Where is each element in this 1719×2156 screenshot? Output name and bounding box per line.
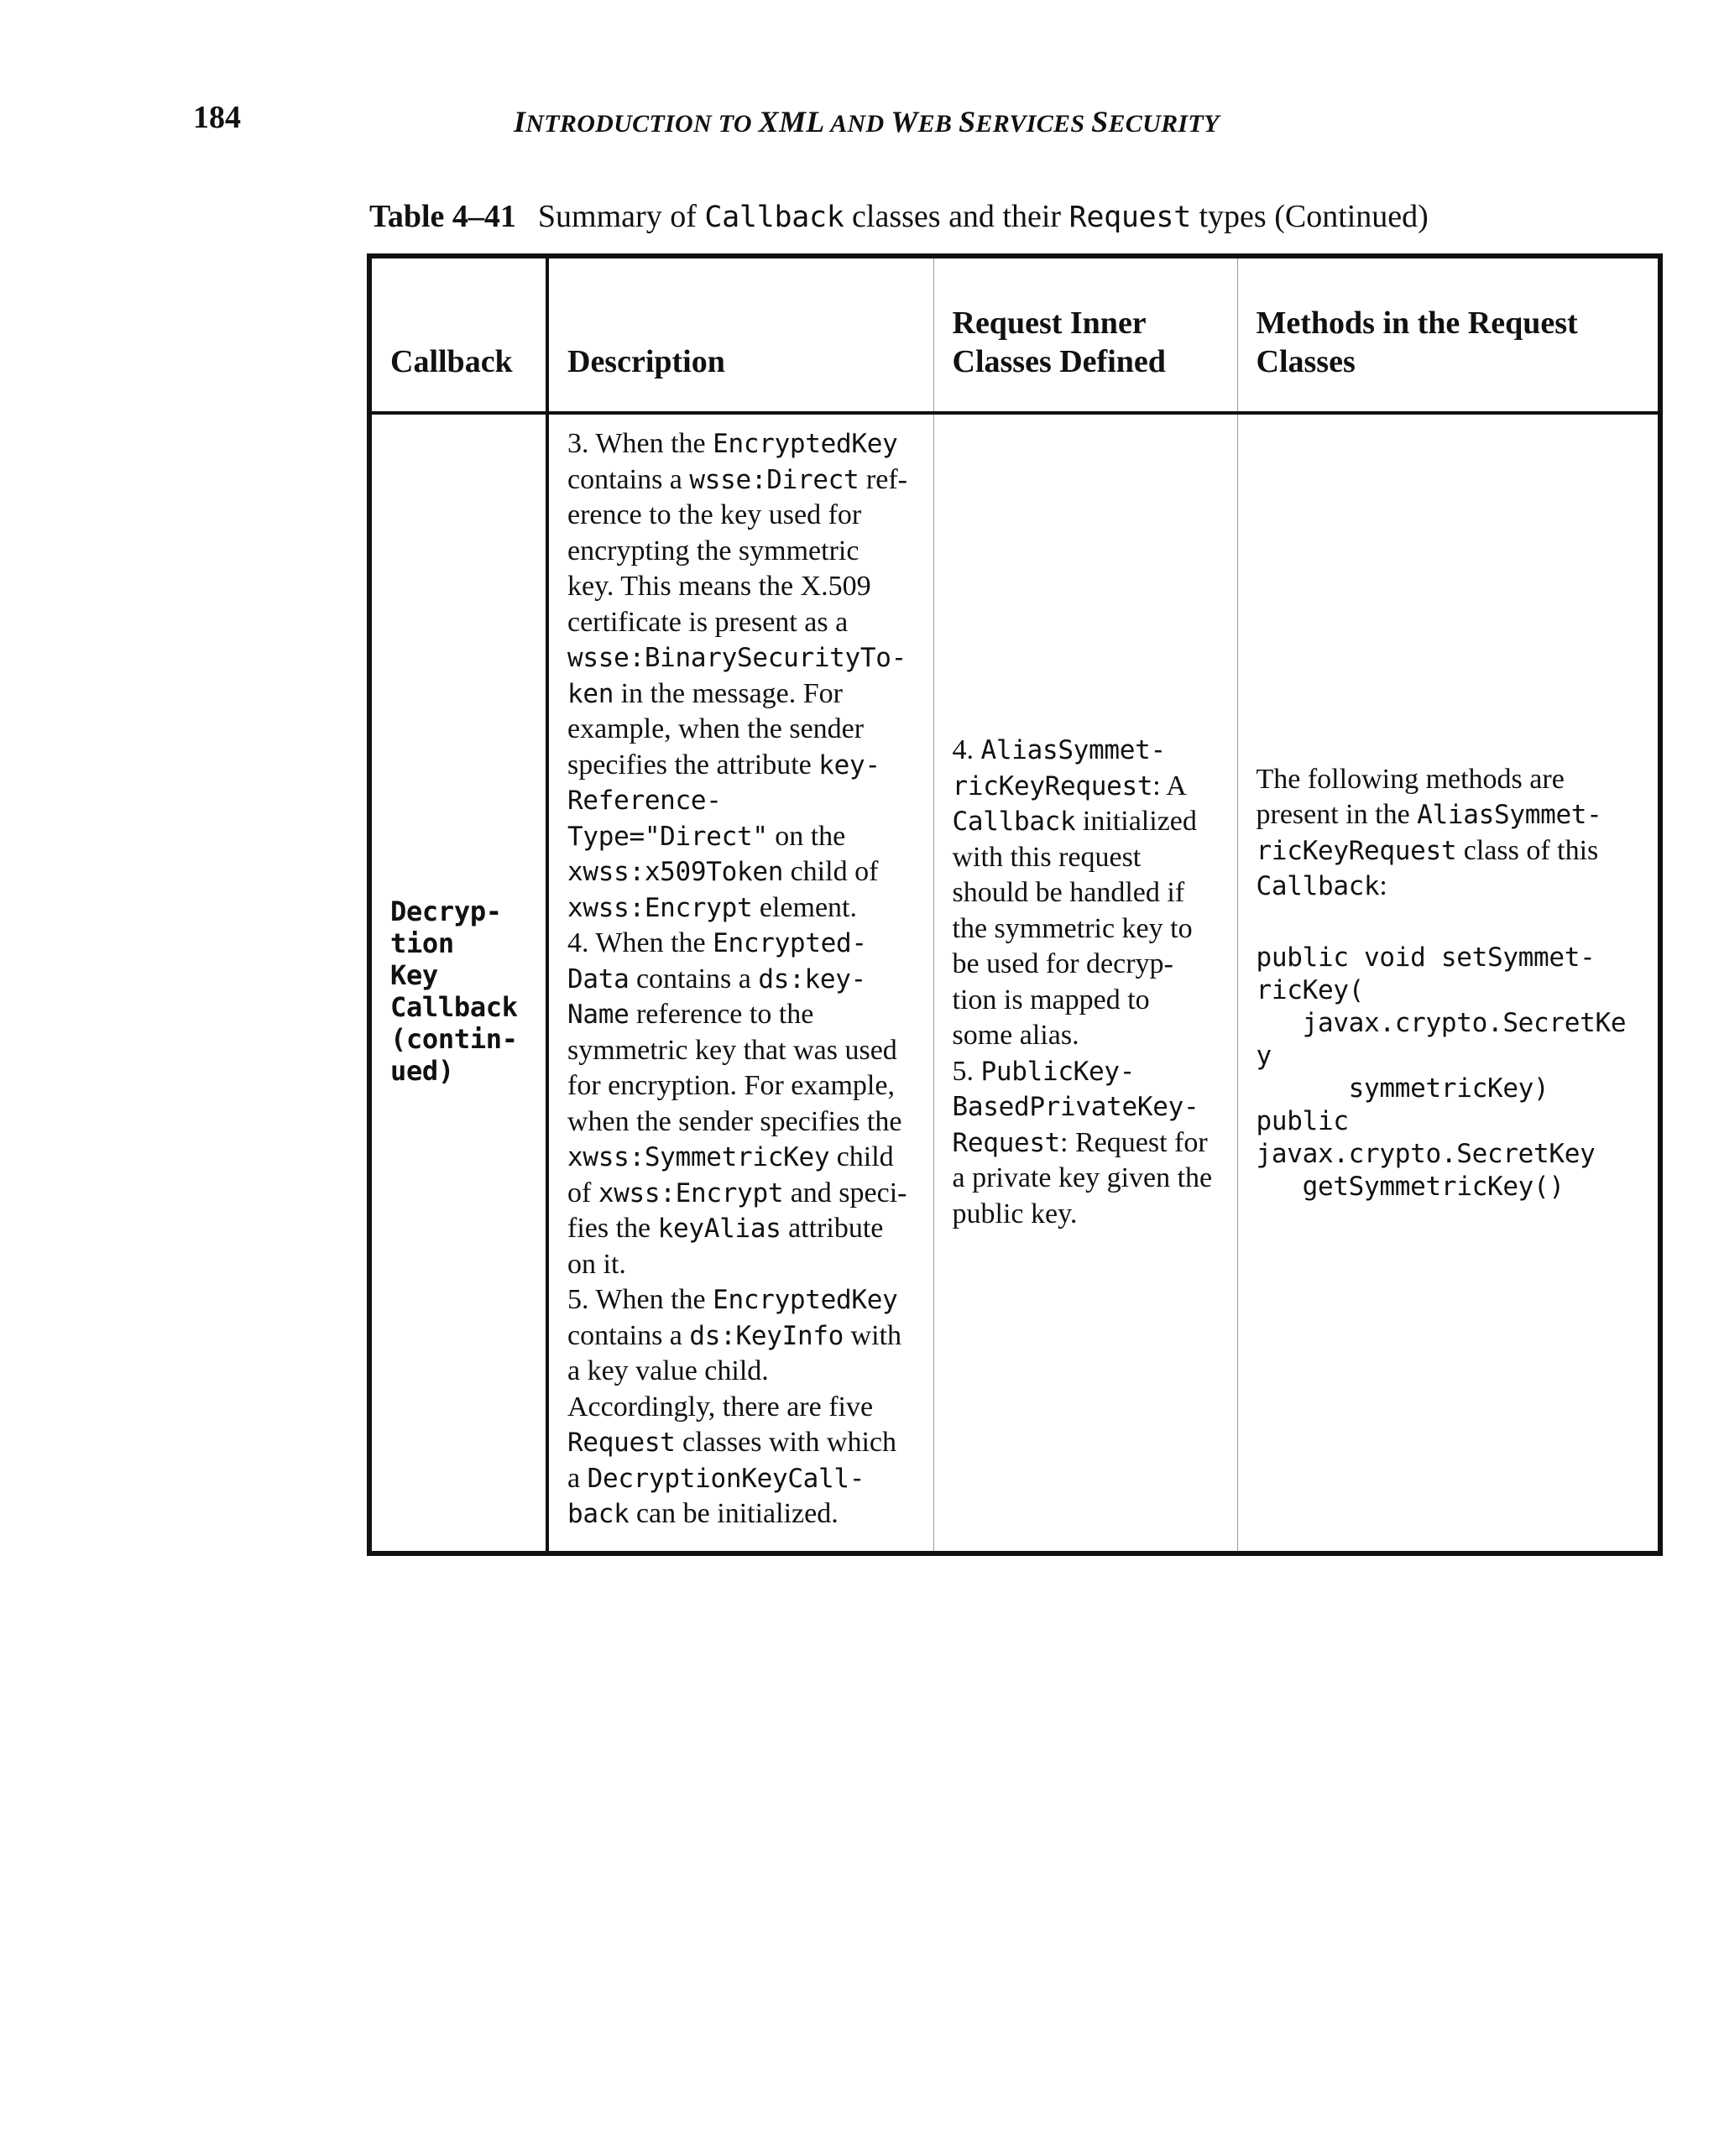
text: contains a xyxy=(567,463,690,495)
running-head-word: XML xyxy=(758,105,825,138)
caption-text: classes and their xyxy=(844,199,1069,234)
header-line: Classes xyxy=(1256,344,1356,379)
description-line xyxy=(567,676,915,713)
description-line xyxy=(567,1318,915,1355)
description-line: certificate is present as a xyxy=(567,606,849,638)
text: child xyxy=(829,1141,894,1172)
description-line: Reference- xyxy=(567,786,722,816)
running-head-word: SERVICES xyxy=(959,105,1085,138)
description-cell xyxy=(547,413,933,1553)
code: Type="Direct" xyxy=(567,821,768,852)
text: classes with which xyxy=(675,1427,896,1458)
text: 4. When the xyxy=(567,927,713,958)
text: and speci- xyxy=(783,1177,907,1209)
callback-name-line: Callback xyxy=(390,990,518,1023)
header-line: Request Inner xyxy=(952,305,1147,341)
text: in the message. For xyxy=(614,677,843,709)
spacer xyxy=(1257,905,1640,942)
column-header-methods xyxy=(1237,256,1660,413)
header-line: Classes Defined xyxy=(952,344,1166,379)
caption-text: types (Continued) xyxy=(1190,199,1429,234)
description-line: for encryption. For example, xyxy=(567,1070,895,1101)
description-line: when the sender specifies the xyxy=(567,1105,902,1137)
inner-class-line: a private key given the xyxy=(952,1162,1213,1194)
description-line xyxy=(567,997,915,1033)
code: ricKeyRequest xyxy=(1256,835,1457,866)
description-line xyxy=(567,854,915,890)
text: fies the xyxy=(567,1213,658,1244)
running-head xyxy=(514,104,1220,139)
inner-class-line xyxy=(953,769,1219,805)
inner-class-line: some alias. xyxy=(952,1020,1079,1052)
table-header-row xyxy=(369,256,1660,413)
description-line: Accordingly, there are five xyxy=(567,1391,874,1423)
text: on the xyxy=(767,820,846,852)
caption-code: Request xyxy=(1068,201,1191,234)
inner-class-line: with this request xyxy=(952,841,1142,873)
running-head-word: SECURITY xyxy=(1091,105,1220,138)
inner-class-line xyxy=(953,804,1219,840)
description-line xyxy=(567,462,915,499)
text: 4. xyxy=(952,734,981,766)
inner-class-line: tion is mapped to xyxy=(952,984,1150,1015)
column-header-callback: Callback xyxy=(369,256,547,413)
text: specifies the attribute xyxy=(567,749,819,780)
text: ref- xyxy=(859,463,907,495)
running-head-word: INTRODUCTION xyxy=(514,105,712,138)
code-line: javax.crypto.SecretKe xyxy=(1256,1007,1627,1038)
code: key- xyxy=(818,749,880,780)
code: EncryptedKey xyxy=(713,1285,898,1315)
description-line: key. This means the X.509 xyxy=(567,571,871,602)
running-head-word: AND xyxy=(830,110,885,138)
code: xwss:SymmetricKey xyxy=(567,1142,830,1172)
table-caption xyxy=(369,198,1429,235)
description-line: symmetric key that was used xyxy=(567,1034,897,1066)
inner-class-line: be used for decryp- xyxy=(952,948,1173,980)
inner-class-line: should be handled if xyxy=(952,877,1185,909)
text: : Request for xyxy=(1060,1126,1208,1158)
running-head-text xyxy=(514,105,1220,138)
inner-classes-cell xyxy=(933,413,1237,1553)
code: xwss:Encrypt xyxy=(598,1177,784,1209)
code: xwss:Encrypt xyxy=(567,892,753,923)
inner-class-line xyxy=(953,1054,1219,1090)
description-line: wsse:BinarySecurityTo- xyxy=(567,643,907,673)
description-line xyxy=(567,819,915,855)
inner-class-line xyxy=(953,1125,1219,1162)
code: ds:KeyInfo xyxy=(689,1320,844,1351)
code-line: public void setSymmet- xyxy=(1256,942,1596,973)
text: can be initialized. xyxy=(629,1498,839,1529)
code: Data xyxy=(567,963,630,994)
callback-name-line: Key xyxy=(390,958,438,991)
callback-cell xyxy=(369,413,547,1553)
description-line xyxy=(567,926,915,962)
code: Callback xyxy=(1256,871,1380,902)
code-line: public xyxy=(1256,1105,1349,1136)
caption-text: Summary of xyxy=(537,199,705,234)
code-line: symmetricKey) xyxy=(1256,1073,1549,1104)
inner-class-line: BasedPrivateKey- xyxy=(952,1092,1199,1123)
description-line: erence to the key used for xyxy=(567,499,862,530)
code: DecryptionKeyCall- xyxy=(587,1463,865,1494)
description-line xyxy=(567,1140,915,1176)
code: xwss:x509Token xyxy=(567,857,784,887)
code: ken xyxy=(567,678,614,709)
text: a xyxy=(567,1462,588,1494)
text: element. xyxy=(752,891,857,923)
description-line xyxy=(567,1176,915,1212)
code: AliasSymmet- xyxy=(980,735,1166,766)
text: contains a xyxy=(567,1319,690,1351)
code-line: getSymmetricKey() xyxy=(1256,1171,1565,1202)
description-line xyxy=(567,748,915,784)
text: contains a xyxy=(629,963,759,994)
description-line: a key value child. xyxy=(567,1355,769,1386)
description-line: encrypting the symmetric xyxy=(567,535,860,566)
text: class of this xyxy=(1456,834,1599,866)
code: Callback xyxy=(952,807,1076,838)
header-line: Methods in the Request xyxy=(1256,305,1578,341)
column-header-description: Description xyxy=(547,256,933,413)
methods-line xyxy=(1257,833,1640,869)
code: ds:key- xyxy=(758,963,866,994)
code: Encrypted- xyxy=(713,928,867,958)
page-number: 184 xyxy=(193,100,241,135)
code: ricKeyRequest xyxy=(952,770,1153,801)
description-line xyxy=(567,426,915,462)
callback-name-line: Decryp- xyxy=(390,895,502,927)
code: wsse:Direct xyxy=(689,464,860,495)
running-head-word: TO xyxy=(718,110,752,138)
text: 5. When the xyxy=(567,1284,713,1315)
description-line xyxy=(567,1282,915,1318)
code: PublicKey- xyxy=(980,1056,1136,1087)
text: of xyxy=(567,1177,598,1209)
table-row xyxy=(369,413,1660,1553)
caption-code: Callback xyxy=(704,201,844,234)
text: : A xyxy=(1152,770,1187,801)
callback-name-line: (contin- xyxy=(390,1022,518,1055)
code: AliasSymmet- xyxy=(1417,800,1602,831)
callback-name-line: tion xyxy=(390,927,454,959)
text: with xyxy=(844,1319,901,1351)
description-line xyxy=(567,962,915,998)
code: Request xyxy=(952,1127,1061,1158)
description-line xyxy=(567,1461,915,1497)
callback-summary-table xyxy=(367,253,1663,1556)
description-line xyxy=(567,890,915,927)
code-line: javax.crypto.SecretKey xyxy=(1256,1138,1596,1169)
description-line xyxy=(567,1211,915,1247)
column-header-request-inner-classes xyxy=(933,256,1237,413)
code-line: y xyxy=(1256,1040,1272,1071)
code: back xyxy=(567,1499,630,1529)
text: attribute xyxy=(781,1213,884,1244)
text: 5. xyxy=(952,1055,981,1087)
methods-line xyxy=(1257,797,1640,833)
table-label: Table 4–41 xyxy=(369,199,516,234)
methods-line: The following methods are xyxy=(1256,763,1565,795)
code: EncryptedKey xyxy=(713,429,898,459)
running-head-word: WEB xyxy=(891,105,953,138)
inner-class-line: public key. xyxy=(952,1198,1078,1229)
code: Name xyxy=(567,1000,630,1030)
description-line xyxy=(567,1425,915,1461)
code: Request xyxy=(567,1428,676,1458)
text: : xyxy=(1379,870,1387,902)
text: initialized xyxy=(1075,806,1197,838)
methods-line xyxy=(1257,869,1640,905)
methods-cell xyxy=(1237,413,1660,1553)
code-line: ricKey( xyxy=(1256,974,1365,1005)
text: child of xyxy=(783,856,879,887)
description-line: on it. xyxy=(567,1248,626,1280)
description-line xyxy=(567,1496,915,1532)
text: present in the xyxy=(1256,799,1418,831)
inner-class-line xyxy=(953,733,1219,769)
code: keyAlias xyxy=(657,1214,781,1244)
callback-name-line: ued) xyxy=(390,1054,454,1087)
text: reference to the xyxy=(629,999,814,1030)
text: 3. When the xyxy=(567,428,713,459)
inner-class-line: the symmetric key to xyxy=(952,912,1193,944)
description-line: example, when the sender xyxy=(567,713,865,744)
